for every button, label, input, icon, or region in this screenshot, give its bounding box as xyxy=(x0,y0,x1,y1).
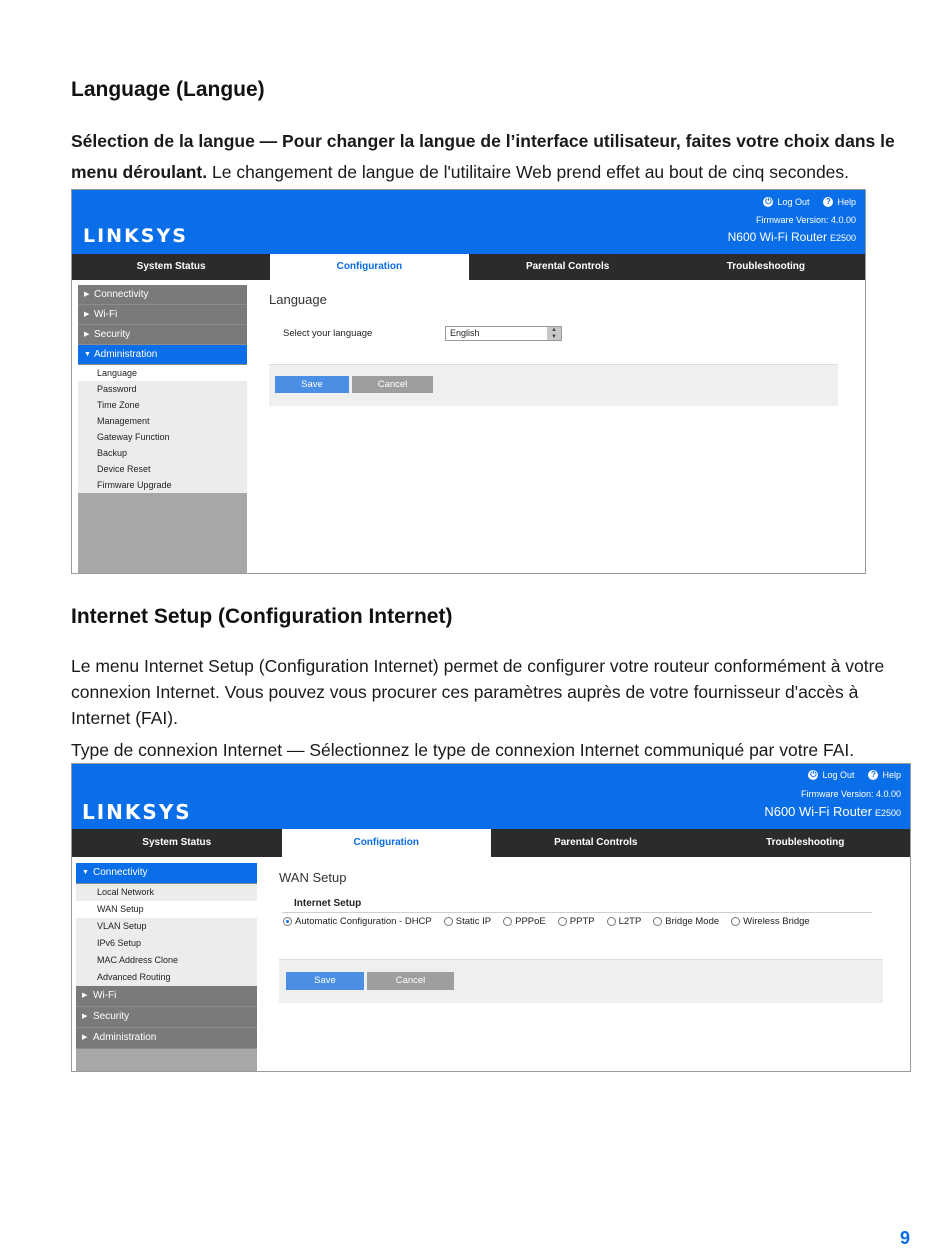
radio-pppoe[interactable] xyxy=(503,916,546,927)
sidebar-item-local-network[interactable]: Local Network xyxy=(76,884,257,901)
chevron-right-icon: ▶ xyxy=(84,331,90,338)
header-links xyxy=(808,770,901,780)
main-tabs xyxy=(72,254,865,280)
help-icon: ? xyxy=(823,197,833,207)
help-label: Help xyxy=(837,197,856,207)
power-icon: ⏻ xyxy=(765,197,772,206)
tab-troubleshooting[interactable]: Troubleshooting xyxy=(766,837,845,848)
internet-setup-subheading: Internet Setup xyxy=(294,898,362,909)
model-name: N600 Wi-Fi Router xyxy=(764,804,872,819)
router-ui-wan-setup-screenshot xyxy=(71,763,911,1072)
sidebar-item-management[interactable]: Management xyxy=(78,413,247,429)
radio-selected-icon xyxy=(283,917,292,926)
firmware-version: Firmware Version: 4.0.00 xyxy=(800,789,901,799)
save-button[interactable]: Save xyxy=(286,972,364,990)
sidebar-group-administration[interactable] xyxy=(78,345,247,365)
radio-label: PPTP xyxy=(569,916,595,927)
sidebar-group-administration[interactable] xyxy=(76,1028,257,1049)
sidebar-group-connectivity[interactable] xyxy=(78,285,247,305)
chevron-down-icon: ▼ xyxy=(84,351,91,358)
cancel-button[interactable]: Cancel xyxy=(352,376,433,393)
sidebar-item-backup[interactable]: Backup xyxy=(78,445,247,461)
button-bar xyxy=(279,959,883,1003)
sidebar-group-label: Connectivity xyxy=(93,867,148,878)
help-label: Help xyxy=(882,770,901,780)
section-heading-language: Language (Langue) xyxy=(71,78,265,101)
router-header xyxy=(72,764,910,829)
radio-icon xyxy=(653,917,662,926)
sidebar xyxy=(78,285,247,573)
sidebar-group-security[interactable] xyxy=(78,325,247,345)
radio-pptp[interactable] xyxy=(558,916,595,927)
button-bar xyxy=(269,364,838,406)
connection-type-description: Type de connexion Internet — Sélectionnez le type de connexion Internet communiqué par votre FAI. xyxy=(71,740,855,760)
radio-icon xyxy=(444,917,453,926)
sidebar-item-password[interactable]: Password xyxy=(78,381,247,397)
radio-wireless-bridge[interactable] xyxy=(731,916,810,927)
sidebar-item-gateway-function[interactable]: Gateway Function xyxy=(78,429,247,445)
chevron-right-icon: ▶ xyxy=(84,311,90,318)
model-code: E2500 xyxy=(874,808,901,818)
model-name: N600 Wi-Fi Router xyxy=(727,230,827,244)
chevron-right-icon: ▶ xyxy=(82,992,88,999)
radio-l2tp[interactable] xyxy=(607,916,642,927)
content-title: Language xyxy=(269,292,327,307)
model-code: E2500 xyxy=(829,233,856,243)
sidebar xyxy=(76,863,257,1071)
chevron-right-icon: ▶ xyxy=(82,1013,88,1020)
language-description xyxy=(71,126,921,188)
header-links xyxy=(763,197,856,207)
chevron-right-icon: ▶ xyxy=(84,291,90,298)
divider xyxy=(282,912,872,913)
sidebar-group-label: Connectivity xyxy=(94,289,149,300)
logout-label: Log Out xyxy=(822,770,855,780)
language-description-rest: Le changement de langue de l'utilitaire Web prend effet au bout de cinq secondes. xyxy=(207,162,850,182)
logout-label: Log Out xyxy=(777,197,810,207)
connection-type-radios xyxy=(283,916,810,927)
sidebar-group-security[interactable] xyxy=(76,1007,257,1028)
router-model xyxy=(728,230,856,244)
page-number: 9 xyxy=(899,1228,910,1248)
linksys-logo: LINKSYS xyxy=(82,800,192,824)
sidebar-group-label: Wi-Fi xyxy=(94,309,118,320)
radio-label: Wireless Bridge xyxy=(743,916,810,927)
save-button[interactable]: Save xyxy=(275,376,349,393)
sidebar-group-label: Wi-Fi xyxy=(93,990,117,1001)
power-icon: ⏻ xyxy=(810,770,817,779)
main-tabs xyxy=(72,829,910,857)
sidebar-item-device-reset[interactable]: Device Reset xyxy=(78,461,247,477)
radio-static-ip[interactable] xyxy=(444,916,491,927)
radio-label: Bridge Mode xyxy=(665,916,720,927)
sidebar-item-firmware-upgrade[interactable]: Firmware Upgrade xyxy=(78,477,247,493)
sidebar-item-vlan-setup[interactable]: VLAN Setup xyxy=(76,918,257,935)
radio-bridge-mode[interactable] xyxy=(653,916,719,927)
radio-dhcp[interactable] xyxy=(283,916,432,927)
radio-label: Static IP xyxy=(455,916,492,927)
sidebar-item-wan-setup[interactable]: WAN Setup xyxy=(76,901,257,918)
chevron-down-icon: ▼ xyxy=(82,869,89,876)
sidebar-item-language[interactable]: Language xyxy=(78,365,247,381)
sidebar-group-connectivity[interactable] xyxy=(76,863,257,884)
radio-label: Automatic Configuration - DHCP xyxy=(295,916,432,927)
tab-configuration[interactable]: Configuration xyxy=(270,254,468,280)
sidebar-group-wifi[interactable] xyxy=(78,305,247,325)
language-select[interactable] xyxy=(445,326,562,341)
sidebar-group-label: Security xyxy=(93,1011,130,1022)
content-title: WAN Setup xyxy=(279,870,347,885)
select-arrows-icon: ▲ ▼ xyxy=(547,327,561,340)
help-link[interactable] xyxy=(868,770,901,780)
tab-parental-controls[interactable]: Parental Controls xyxy=(525,261,610,272)
cancel-button[interactable]: Cancel xyxy=(367,972,454,990)
tab-troubleshooting[interactable]: Troubleshooting xyxy=(726,261,806,272)
help-icon: ? xyxy=(868,770,878,780)
radio-icon xyxy=(607,917,616,926)
linksys-logo: LINKSYS xyxy=(83,225,188,247)
tab-configuration[interactable]: Configuration xyxy=(282,829,492,857)
logout-link[interactable] xyxy=(763,197,809,207)
internet-setup-description: Le menu Internet Setup (Configuration Internet) permet de configurer votre routeur conformément à votre connexion Internet. Vous pouvez vous procurer ces paramètres auprès de votre fournisseur d'accès à Internet (FAI). xyxy=(71,656,885,728)
select-language-label: Select your language xyxy=(283,328,373,339)
sidebar-item-ipv6-setup[interactable]: IPv6 Setup xyxy=(76,935,257,952)
logout-link[interactable] xyxy=(808,770,854,780)
sidebar-group-wifi[interactable] xyxy=(76,986,257,1007)
sidebar-group-label: Security xyxy=(94,329,131,340)
tab-system-status[interactable]: System Status xyxy=(142,837,212,848)
chevron-right-icon: ▶ xyxy=(82,1034,88,1041)
section-heading-internet-setup: Internet Setup (Configuration Internet) xyxy=(71,605,453,628)
tab-parental-controls[interactable]: Parental Controls xyxy=(554,837,638,848)
sidebar-item-time-zone[interactable]: Time Zone xyxy=(78,397,247,413)
radio-icon xyxy=(503,917,512,926)
radio-icon xyxy=(731,917,740,926)
sidebar-item-advanced-routing[interactable]: Advanced Routing xyxy=(76,969,257,986)
language-select-value: English xyxy=(450,328,480,338)
radio-label: PPPoE xyxy=(515,916,546,927)
router-ui-language-screenshot xyxy=(71,189,866,574)
router-header xyxy=(72,190,865,254)
firmware-version: Firmware Version: 4.0.00 xyxy=(755,215,856,225)
language-description-bold: Sélection de la langue — Pour changer la langue de l’interface utilisateur, faites votre choix dans le menu déroulant. xyxy=(71,131,895,182)
help-link[interactable] xyxy=(823,197,856,207)
sidebar-group-label: Administration xyxy=(93,1032,157,1043)
sidebar-group-label: Administration xyxy=(94,349,158,360)
radio-label: L2TP xyxy=(618,916,642,927)
sidebar-item-mac-address-clone[interactable]: MAC Address Clone xyxy=(76,952,257,969)
radio-icon xyxy=(558,917,567,926)
tab-system-status[interactable]: System Status xyxy=(136,261,206,272)
router-model xyxy=(764,804,901,819)
